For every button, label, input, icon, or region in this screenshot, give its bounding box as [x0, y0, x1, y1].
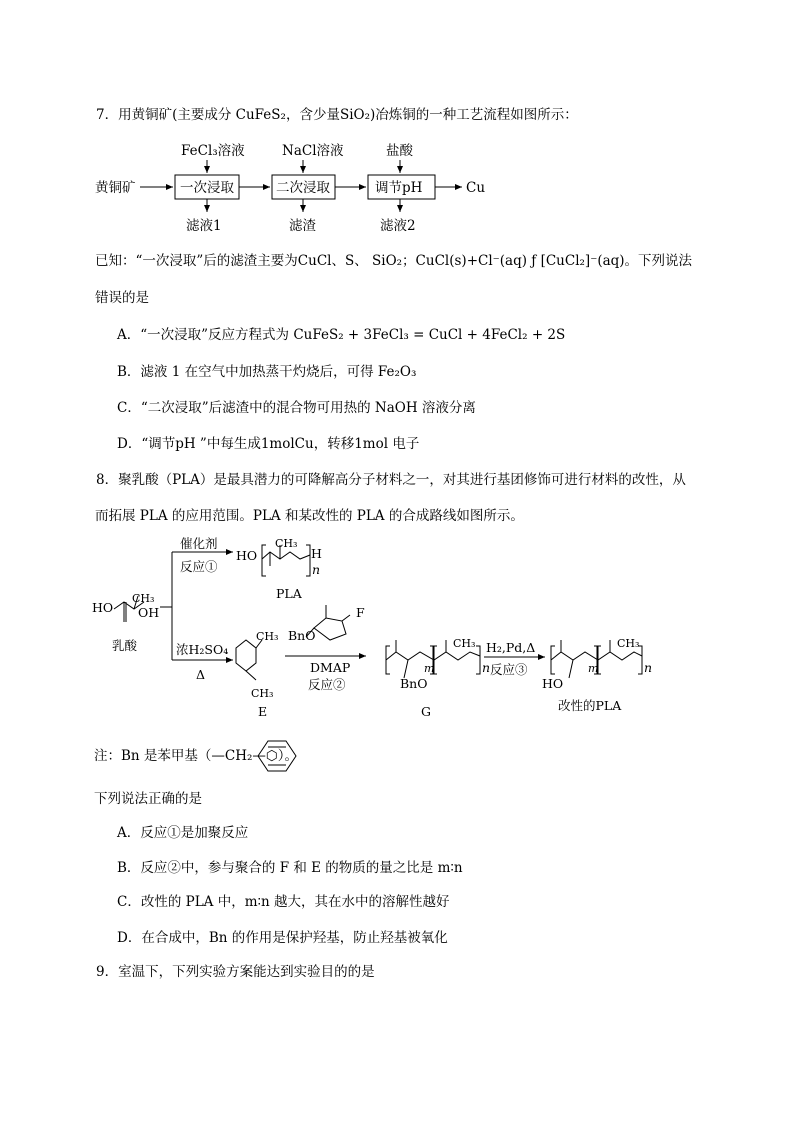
e-ch3-bottom: CH₃ — [251, 687, 274, 700]
flow-box-1-label: 一次浸取 — [180, 180, 234, 196]
pla-ch3: CH₃ — [275, 537, 298, 550]
flow-reagent-3: 盐酸 — [386, 143, 413, 159]
q9-stem: 9．室温下，下列实验方案能达到实验目的的是 — [96, 964, 375, 980]
pla-n: n — [312, 562, 321, 577]
mpla-ho: HO — [542, 676, 564, 691]
label-g: G — [421, 704, 431, 719]
q7-option-b: B．滤液 1 在空气中加热蒸干灼烧后，可得 Fe₂O₃ — [117, 364, 417, 380]
pla-bracket-right — [306, 545, 310, 576]
q8-stem-line1: 8．聚乳酸（PLA）是最具潜力的可降解高分子材料之一，对其进行基团修饰可进行材料的改性，从 — [96, 472, 686, 488]
label-lactic-acid: 乳酸 — [112, 638, 138, 653]
label-reaction-3: 反应③ — [490, 662, 528, 677]
q8-option-c: C．改性的 PLA 中，m∶n 越大，其在水中的溶解性越好 — [117, 894, 450, 910]
lactic-ho: HO — [92, 600, 114, 615]
f-ring — [314, 618, 346, 640]
q7-option-d: D．“调节pH ”中每生成1molCu，转移1mol 电子 — [117, 436, 420, 452]
q8-note: 注：Bn 是苯甲基（—CH₂—⬡）。 — [94, 748, 298, 764]
flow-reagent-1: FeCl₃溶液 — [181, 143, 245, 159]
q8-option-b: B．反应②中，参与聚合的 F 和 E 的物质的量之比是 m∶n — [117, 860, 463, 876]
label-e: E — [258, 704, 268, 719]
g-bno: BnO — [400, 676, 428, 691]
flow-box-3-label: 调节pH — [375, 180, 423, 196]
q7-option-a: A．“一次浸取”反应方程式为 CuFeS₂ + 3FeCl₃ = CuCl + 4FeCl₂ + 2S — [117, 327, 566, 343]
g-ch3: CH₃ — [453, 637, 476, 650]
mpla-ch3: CH₃ — [617, 637, 640, 650]
pla-h: H — [311, 546, 322, 561]
pla-ho: HO — [236, 548, 258, 563]
q7-stem: 7．用黄铜矿(主要成分 CuFeS₂，含少量SiO₂)冶炼铜的一种工艺流程如图所示： — [96, 107, 578, 123]
e-ring — [236, 640, 256, 671]
label-heat: Δ — [196, 667, 206, 682]
label-dmap: DMAP — [310, 660, 351, 675]
flow-out-1: 滤液1 — [186, 218, 222, 234]
label-h2-cond: H₂,Pd,Δ — [486, 640, 536, 655]
flow-out-3: 滤液2 — [380, 218, 416, 234]
lactic-oh: OH — [138, 605, 160, 620]
q7-known-line1: 已知：“一次浸取”后的滤渣主要为CuCl、S、 SiO₂；CuCl(s)+Cl⁻(aq) ƒ [CuCl₂]⁻(aq)。下列说法 — [95, 253, 693, 269]
q8-option-d: D．在合成中，Bn 的作用是保护羟基，防止羟基被氧化 — [117, 930, 448, 946]
mpla-bracket-2r — [638, 646, 642, 674]
label-modified-pla: 改性的PLA — [558, 698, 622, 713]
q7-known-line2: 错误的是 — [95, 290, 149, 306]
flow-output: Cu — [466, 180, 486, 196]
g-bracket-2r — [476, 646, 480, 674]
q8-option-a: A．反应①是加聚反应 — [117, 825, 249, 841]
label-catalyst: 催化剂 — [180, 536, 218, 551]
q7-option-c: C．“二次浸取”后滤渣中的混合物可用热的 NaOH 溶液分离 — [117, 400, 476, 416]
flow-out-2: 滤渣 — [289, 218, 316, 234]
f-bno: BnO — [288, 628, 316, 643]
label-pla: PLA — [276, 586, 302, 601]
pla-chain — [262, 552, 310, 559]
g-m: m — [424, 662, 435, 675]
label-reaction-2: 反应② — [308, 677, 346, 692]
mpla-m: m — [588, 662, 599, 675]
e-ch3-top: CH₃ — [256, 630, 279, 643]
q8-stem-line2: 而拓展 PLA 的应用范围。PLA 和某改性的 PLA 的合成路线如图所示。 — [95, 508, 524, 524]
flow-box-2-label: 二次浸取 — [276, 180, 330, 196]
mpla-n: n — [644, 660, 653, 675]
flow-input: 黄铜矿 — [95, 180, 136, 196]
lactic-ch3: CH₃ — [132, 592, 155, 605]
g-n: n — [482, 660, 491, 675]
flow-reagent-2: NaCl溶液 — [282, 143, 344, 159]
label-conc-acid: 浓H₂SO₄ — [176, 642, 229, 657]
pla-bracket-left — [262, 545, 266, 576]
label-reaction-1: 反应① — [180, 559, 218, 574]
q8-question: 下列说法正确的是 — [94, 791, 202, 807]
label-f: F — [356, 605, 365, 620]
